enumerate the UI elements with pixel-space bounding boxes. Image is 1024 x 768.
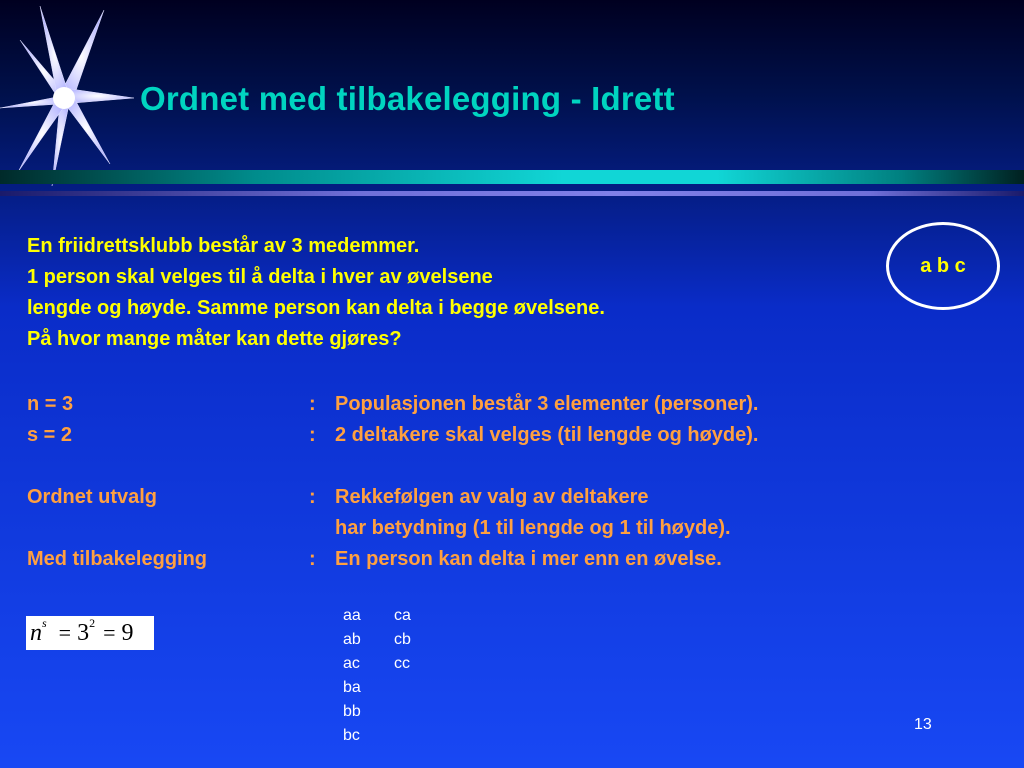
- combination-item: aa: [343, 607, 361, 624]
- formula-number-exponent: 2: [89, 615, 96, 630]
- problem-statement: [27, 231, 605, 355]
- slide-title: Ordnet med tilbakelegging - Idrett: [140, 80, 675, 117]
- definition-desc: En person kan delta i mer enn en øvelse.: [335, 548, 722, 570]
- combination-item: bb: [343, 703, 361, 720]
- definition-term: s = 2: [27, 424, 73, 446]
- definition-colon: :: [309, 424, 316, 446]
- page-number: 13: [914, 716, 932, 733]
- formula-base: n: [30, 619, 42, 646]
- definition-colon: :: [309, 393, 316, 415]
- intro-line: lengde og høyde. Samme person kan delta i begge øvelsene.: [27, 297, 605, 319]
- population-circle: [886, 222, 1000, 310]
- combination-item: bc: [343, 727, 360, 744]
- intro-line: På hvor mange måter kan dette gjøres?: [27, 328, 402, 350]
- title-underline-thin: [0, 191, 1024, 196]
- formula-result: 9: [121, 619, 134, 646]
- formula-exponent: s: [42, 615, 47, 630]
- population-label: a b c: [920, 254, 966, 277]
- intro-line: En friidrettsklubb består av 3 medemmer.: [27, 235, 420, 257]
- combinations-column: [343, 604, 361, 748]
- definition-term: n = 3: [27, 393, 74, 415]
- combinations-column: [394, 604, 411, 676]
- intro-line: 1 person skal velges til å delta i hver av øvelsene: [27, 266, 493, 288]
- definition-colon: :: [309, 548, 316, 570]
- definition-desc: Populasjonen består 3 elementer (personer).: [335, 393, 759, 415]
- definition-desc: 2 deltakere skal velges (til lengde og høyde).: [335, 424, 759, 446]
- definition-desc: Rekkefølgen av valg av deltakere: [335, 486, 649, 508]
- combination-item: cc: [394, 655, 410, 672]
- definition-desc: har betydning (1 til lengde og 1 til høyde).: [335, 517, 731, 539]
- formula-number: 3: [77, 619, 90, 646]
- definition-term: Med tilbakelegging: [27, 548, 208, 570]
- definition-term: Ordnet utvalg: [27, 486, 158, 508]
- formula-equals: =: [58, 620, 72, 645]
- formula-box: [26, 616, 154, 650]
- combination-item: cb: [394, 631, 411, 648]
- combination-item: ca: [394, 607, 411, 624]
- combination-item: ab: [343, 631, 361, 648]
- combination-item: ba: [343, 679, 361, 696]
- title-underline-bar: [0, 170, 1024, 184]
- sparkle-star-icon: [0, 0, 140, 190]
- formula-equals: =: [103, 620, 116, 645]
- combination-item: ac: [343, 655, 360, 672]
- definition-colon: :: [309, 486, 316, 508]
